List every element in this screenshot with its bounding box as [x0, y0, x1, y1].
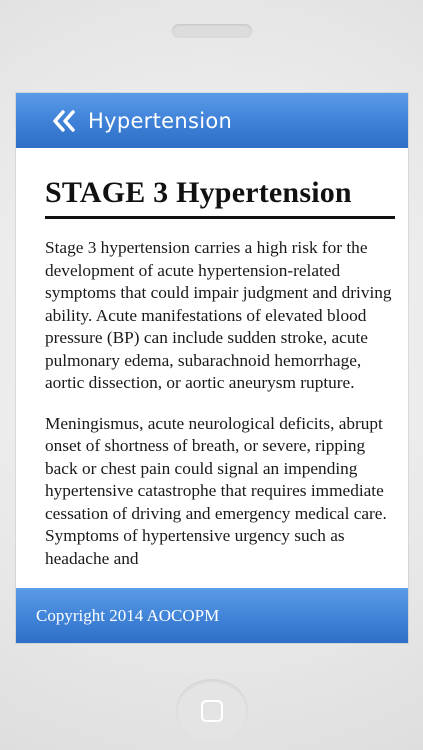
page-title: STAGE 3 Hypertension: [45, 176, 395, 219]
device-speaker: [172, 24, 252, 38]
article-paragraph: Meningismus, acute neurological deficits, abrupt onset of shortness of breath, or severe, ripping back or chest pain could signal an impending hypertensive catastrophe that requires immediate cessation of driving and emergency medical care. Symptoms of hypertensive urgency such as headache and: [45, 413, 387, 568]
footer-bar: [16, 588, 408, 643]
app-screen: [16, 93, 408, 643]
article-paragraph: Stage 3 hypertension carries a high risk for the development of acute hypertension-related symptoms that could impair judgment and driving ability. Acute manifestations of elevated blood pressure (BP) can include sudden stroke, acute pulmonary edema, subarachnoid hemorrhage, aortic dissection, or aortic aneurysm rupture.: [45, 238, 392, 392]
article-content[interactable]: [45, 148, 395, 588]
home-square-icon: [201, 700, 223, 722]
navigation-bar: [16, 93, 408, 148]
back-button-label[interactable]: Hypertension: [88, 108, 233, 133]
copyright-text: Copyright 2014 AOCOPM: [36, 605, 220, 625]
double-chevron-left-icon[interactable]: [52, 110, 76, 132]
home-button[interactable]: [176, 679, 248, 741]
